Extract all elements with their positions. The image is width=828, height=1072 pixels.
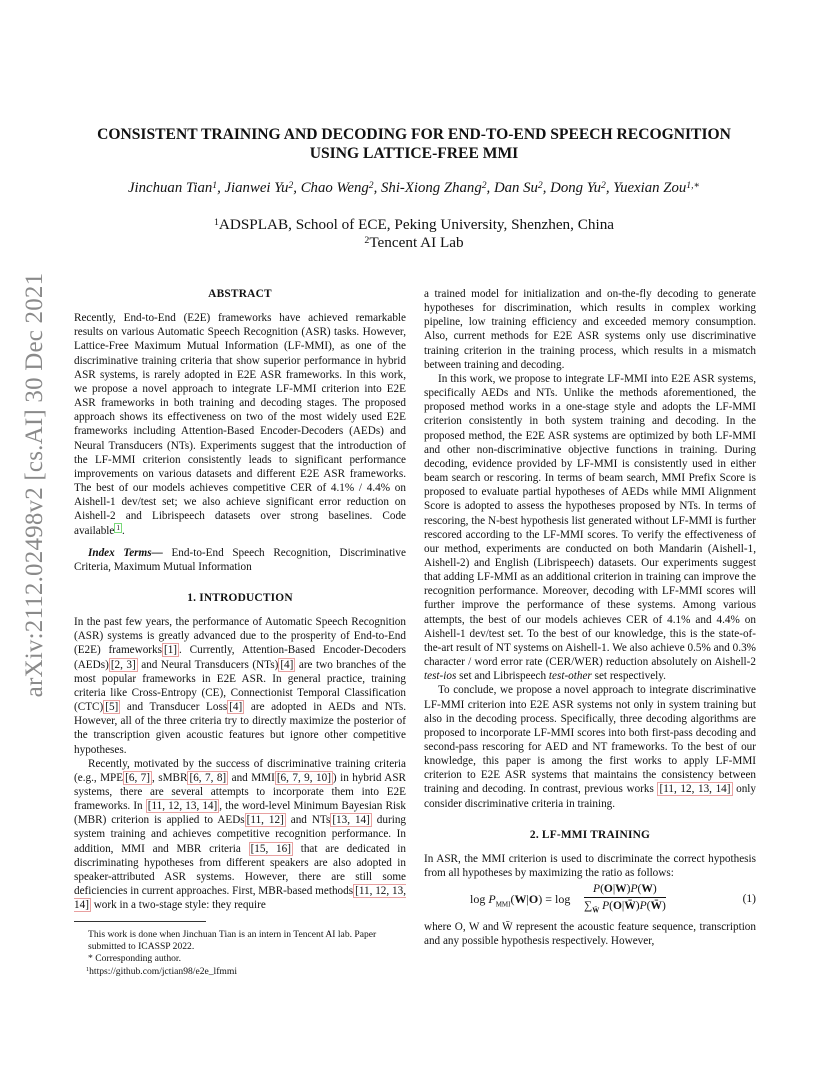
title-line-1: CONSISTENT TRAINING AND DECODING FOR END-TO-END SPEECH RECOGNITION <box>97 126 731 143</box>
footnote-url[interactable]: $^1$https://github.com/jctian98/e2e_lfmmi <box>86 965 238 977</box>
author: Chao Weng$^2$, <box>300 179 382 196</box>
author: Shi-Xiong Zhang$^2$, <box>381 179 494 196</box>
equation-fraction: $\frac{P(O|W)P(W)}{\sum_{W̄} P(O|W̄)P(W̄)}$ <box>584 883 666 915</box>
left-column <box>74 287 406 912</box>
index-terms: Index Terms— End-to-End Speech Recognition, Discriminative Criteria, Maximum Mutual Information <box>74 546 406 573</box>
citation-link[interactable]: [6, 7, 9, 10] <box>276 771 331 784</box>
section-2-paragraph: In ASR, the MMI criterion is used to discriminate the correct hypothesis from all hypotheses by maximizing the ratio as follows: <box>424 852 756 880</box>
citation-link[interactable]: [11, 12, 13, 14] <box>147 800 218 813</box>
paper-title <box>60 125 768 163</box>
footnote-rule <box>74 921 206 922</box>
intro-paragraph: Recently, motivated by the success of discriminative training criteria (e.g., MPE [6, 7] , sMBR [6, 7, 8] and MMI [6, 7, 9, 10] ) in hybrid ASR systems, there are several attempts to incorporate them into E2E frameworks. In [11, 12, 13, 14] , the word-level Minimum Bayesian Risk (MBR) criterion is applied to AEDs [11, 12] and NTs [13, 14] during system training and achieves competitive recognition performance. In addition, MMI and MBR criteria [15, 16] that are dedicated in discriminating hypotheses from different speakers are also adopted in speaker-attributed ASR systems. However, there are still some deficiencies in current approaches. First, MBR-based methods [11, 12, 13, 14] work in a two-stage style: they require <box>74 757 407 912</box>
arxiv-stamp <box>14 0 56 1072</box>
equation-1 <box>424 882 756 918</box>
citation-link[interactable]: [4] <box>229 701 243 714</box>
footnotes <box>74 921 406 978</box>
equation-number: (1) <box>742 893 756 906</box>
citation-link[interactable]: [2, 3] <box>110 658 136 671</box>
abstract-text: Recently, End-to-End (E2E) frameworks have achieved remarkable results on various Automatic Speech Recognition (ASR) tasks. However, Lattice-Free Maximum Mutual Information (LF-MMI), as one of the discriminative training criteria that show superior performance in hybrid ASR systems, is rarely adopted in E2E ASR frameworks. In this work, we propose a novel approach to integrate LF-MMI criterion into E2E ASR frameworks in both training and decoding stages. The proposed approach shows its effectiveness on two of the most widely used E2E frameworks including Attention-Based Encoder-Decoders (AEDs) and Neural Transducers (NTs). Experiments suggest that the introduction of the LF-MMI criterion consistently leads to significant performance improvements on various datasets and different E2E ASR frameworks. The best of our models achieves competitive CER of 4.1% / 4.4% on Aishell-1 dev/test set; we also achieve significant error reduction on Aishell-2 and Librispeech datasets over strong baselines. Code available $^1$ . <box>74 312 406 537</box>
citation-link[interactable]: [15, 16] <box>250 842 291 855</box>
citation-link[interactable]: [11, 12] <box>246 814 284 827</box>
citation-link[interactable]: [13, 14] <box>332 814 370 827</box>
citation-link[interactable]: [6, 7] <box>125 771 150 784</box>
footnote-corresponding: * Corresponding author. <box>88 953 181 965</box>
affiliation: $^1$ADSPLAB, School of ECE, Peking University, Shenzhen, China <box>213 216 615 233</box>
author: Jinchuan Tian$^1$, <box>127 179 225 196</box>
citation-link[interactable]: [11, 12, 13, 14] <box>74 885 406 912</box>
author: Dan Su$^2$, <box>493 179 551 196</box>
citation-link[interactable]: [6, 7, 8] <box>189 771 227 784</box>
author: Jianwei Yu$^2$, <box>224 179 301 196</box>
author-list <box>40 180 788 197</box>
intro-paragraph: In this work, we propose to integrate LF-MMI into E2E ASR systems, specifically AEDs and NTs. Unlike the methods aforementioned, the proposed method works in a one-stage style and adopts the LF-MMI criterion consistently in both system training and decoding. In the proposed method, the E2E ASR systems are optimized by both LF-MMI and other non-discriminative objective functions in training. During decoding, evidence provided by LF-MMI is consistently used in either beam search or rescoring. In terms of beam search, MMI Prefix Score is proposed to evaluate partial hypotheses of AEDs while MMI Alignment Score is adopted to assess the hypotheses proposed by NTs. In terms of rescoring, the N-best hypothesis list generated without LF-MMI is further rescored according to the LF-MMI scores. To verify the effectiveness of our method, experiments are conducted on both Mandarin (Aishell-1, Aishell-2) and English (Librispeech) datasets. Our experiments suggest that adding LF-MMI as an additional criterion in training can improve the recognition performance. Moreover, decoding with LF-MMI scores will further improve the performance of these systems. Among various attempts, the best of our models achieves CER of 4.1% and 4.4% on Aishell-1 dev/test set. To the best of our knowledge, this is the state-of-the-art result of NT systems on Aishell-1. We also achieve 0.5% and 0.3% character / word error rate (CER/WER) reduction absolutely on Aishell-2 test-ios set and Librispeech test-other set respectively. <box>424 372 756 683</box>
citation-link[interactable]: [11, 12, 13, 14] <box>659 783 731 796</box>
citation-link[interactable]: [4] <box>280 658 294 671</box>
title-line-2: USING LATTICE-FREE MMI <box>309 145 519 162</box>
arxiv-identifier: arXiv:2112.02498v2 [cs.AI] 30 Dec 2021 <box>21 272 48 698</box>
affiliations <box>100 216 728 252</box>
section-2-heading: 2. LF-MMI TRAINING <box>529 828 651 841</box>
footnote-intern: This work is done when Jinchuan Tian is an intern in Tencent AI lab. Paper submitted to ICASSP 2022. <box>88 929 377 953</box>
right-column <box>424 287 756 949</box>
abstract-heading: ABSTRACT <box>208 288 272 300</box>
equation-lhs: $\log P_{MMI}(W|O) = \log$ <box>470 892 571 909</box>
citation-link[interactable]: [5] <box>105 701 119 714</box>
intro-paragraph: To conclude, we propose a novel approach to integrate discriminative LF-MMI criterion into E2E ASR systems not only in system training but also in the decoding process. Specifically, three decoding algorithms are proposed to incorporate LF-MMI scores into both first-pass decoding and second-pass rescoring for AED and NT frameworks. To the best of our knowledge, this paper is among the first works to apply LF-MMI criterion to E2E ASR systems that maintains the consistency between training and decoding. In contrast, previous works [11, 12, 13, 14] only consider discriminative criteria in training. <box>424 684 757 810</box>
footnote-link[interactable]: 1 <box>116 524 121 533</box>
section-2-paragraph: where O, W and W̄ represent the acoustic feature sequence, transcription and any possible hypothesis respectively. However, <box>424 921 756 948</box>
citation-link[interactable]: [1] <box>163 644 178 657</box>
author: Dong Yu$^2$, <box>550 179 614 196</box>
author: Yuexian Zou$^{1,∗}$ <box>613 179 701 196</box>
affiliation: $^2$Tencent AI Lab <box>364 234 464 251</box>
intro-paragraph: a trained model for initialization and on-the-fly decoding to generate hypotheses for discrimination, which results in complex working pipeline, low training efficiency and exceeded memory consumption. Also, current methods for E2E ASR systems only use discriminative training criterion in the training process, which results in a mismatch between training and decoding. <box>424 288 756 371</box>
introduction-heading: 1. INTRODUCTION <box>187 591 293 604</box>
intro-paragraph: In the past few years, the performance of Automatic Speech Recognition (ASR) systems is greatly advanced due to the prosperity of End-to-End (E2E) frameworks [1] . Currently, Attention-Based Encoder-Decoders (AEDs) [2, 3] and Neural Transducers (NTs) [4] are two branches of the most popular frameworks in E2E ASR. In general practice, training criteria like Cross-Entropy (CE), Connectionist Temporal Classification (CTC) [5] and Transducer Loss [4] are adopted in AEDs and NTs. However, all of the three criteria try to directly maximize the posterior of the transcription given acoustic features but ignore other competitive hypotheses. <box>74 616 407 756</box>
